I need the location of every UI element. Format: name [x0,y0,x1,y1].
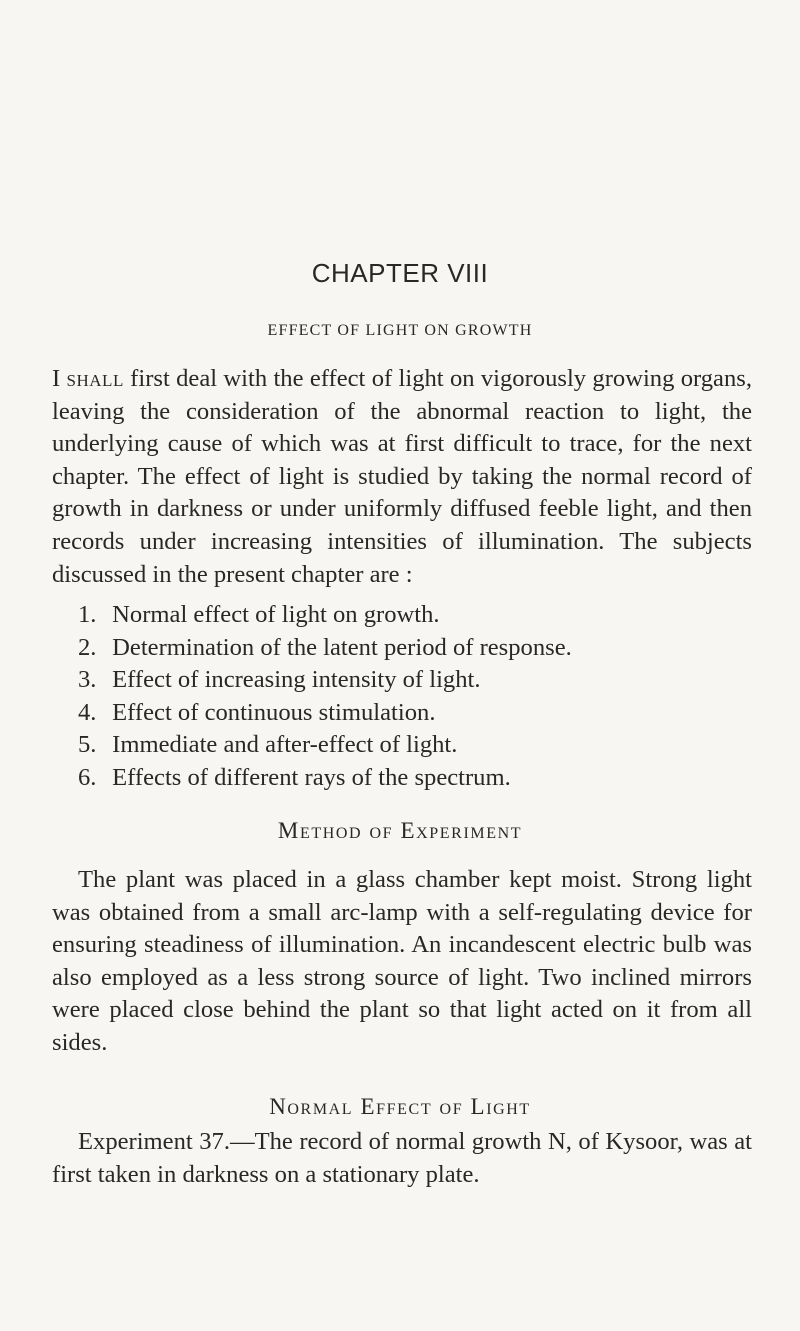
list-item-number: 6. [78,763,97,791]
list-item-number: 3. [78,666,97,694]
list-item-number: 2. [78,633,97,661]
normal-effect-heading: Normal Effect of Light [269,1094,531,1119]
intro-paragraph [52,363,752,591]
list-item-label: Immediate and after-effect of light. [112,731,458,759]
list-item-number: 4. [78,698,97,726]
list-item [78,762,758,795]
list-item-label: Determination of the latent period of response. [112,633,572,661]
chapter-title: CHAPTER VIII [311,258,489,288]
list-item-label: Effect of increasing intensity of light. [112,666,481,694]
list-item-label: Normal effect of light on growth. [112,601,440,628]
intro-lead-smallcaps: shall [66,365,124,392]
list-item-number: 1. [78,601,97,628]
method-heading: Method of Experiment [277,818,523,843]
chapter-subtitle: EFFECT OF LIGHT ON GROWTH [267,322,533,339]
list-item [78,632,758,665]
intro-lead-word: I [52,365,61,392]
list-item-number: 5. [78,731,97,759]
list-item [78,697,758,730]
experiment-paragraph: Experiment 37.—The record of normal growth N, of Kysoor, was at first taken in darkness on a stationary plate. [52,1128,752,1188]
list-item [78,729,758,762]
list-item [78,599,758,632]
list-item-label: Effect of continuous stimulation. [112,698,436,726]
list-item [78,664,758,697]
list-item-label: Effects of different rays of the spectrum. [112,763,511,791]
topic-list [78,599,758,795]
intro-text: first deal with the effect of light on vigorously growing organs, leaving the consideration of the abnormal reaction to light, the underlying cause of which was at first difficult to trace, for the next chapter. The effect of light is studied by taking the normal record of growth in darkness or under uniformly diffused feeble light, and then records under increasing intensities of illumination. The subjects discussed in the present chapter are : [52,365,752,588]
method-paragraph: The plant was placed in a glass chamber kept moist. Strong light was obtained from a small arc-lamp with a self-regulating device for ensuring steadiness of illumination. An incandescent electric bulb was also employed as a less strong source of light. Two inclined mirrors were placed close behind the plant so that light acted on it from all sides. [52,866,752,1056]
